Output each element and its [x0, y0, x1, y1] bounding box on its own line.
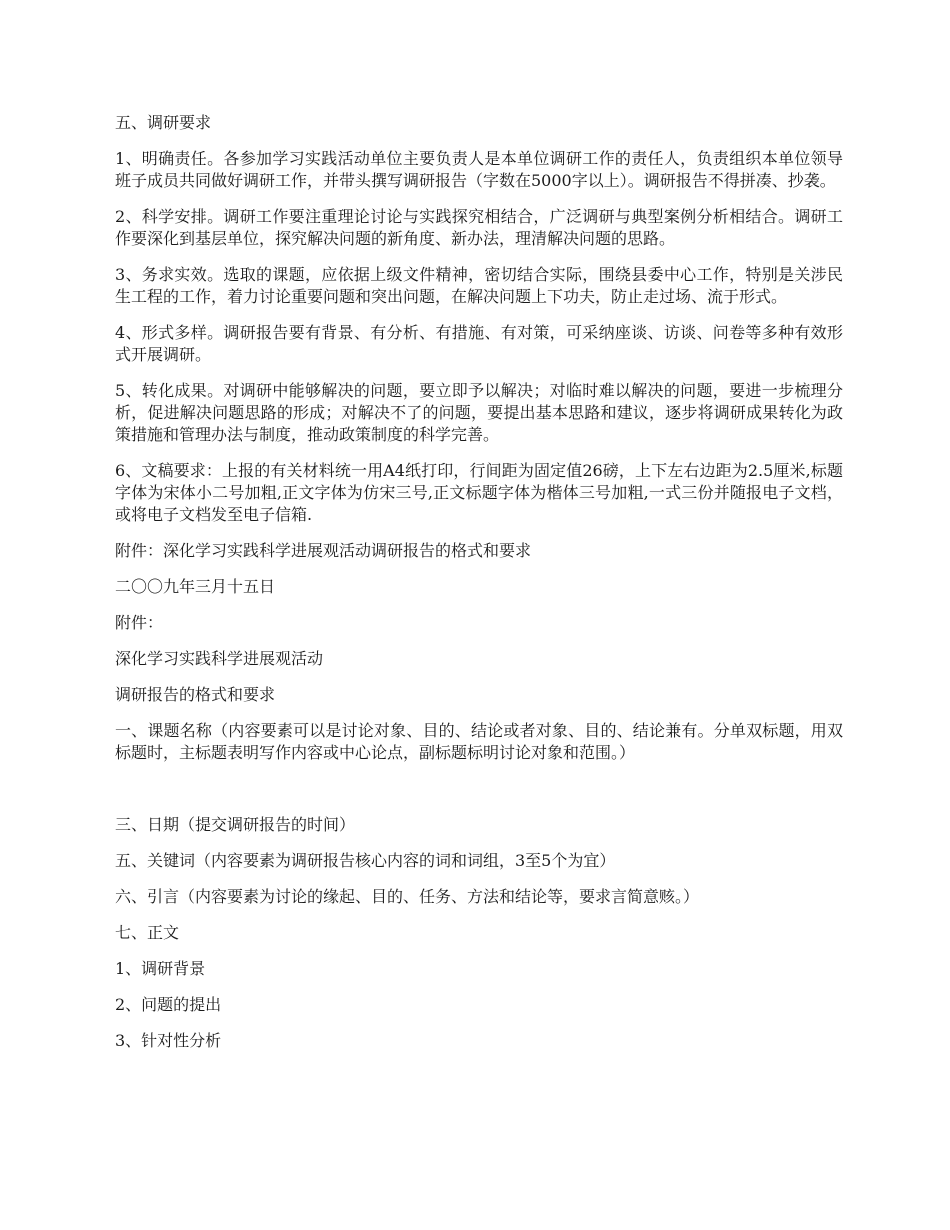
- requirement-1-responsibility: 1、明确责任。各参加学习实践活动单位主要负责人是本单位调研工作的责任人，负责组织本单位领导班子成员共同做好调研工作，并带头撰写调研报告（字数在5000字以上）。调研报告不得拼凑、抄袭。: [115, 149, 843, 190]
- requirement-3-effectiveness: 3、务求实效。选取的课题，应依据上级文件精神，密切结合实际，围绕县委中心工作，特别是关涉民生工程的工作，着力讨论重要问题和突出问题，在解决问题上下功夫，防止走过场、流于形式。: [115, 265, 843, 306]
- requirement-5-transform-results: 5、转化成果。对调研中能够解决的问题，要立即予以解决；对临时难以解决的问题，要进一步梳理分析，促进解决问题思路的形成；对解决不了的问题，要提出基本思路和建议，逐步将调研成果转化为政策措施和管理办法与制度，推动政策制度的科学完善。: [115, 381, 843, 444]
- item-topic-name: 一、课题名称（内容要素可以是讨论对象、目的、结论或者对象、目的、结论兼有。分单双标题，用双标题时，主标题表明写作内容或中心论点，副标题标明讨论对象和范围。）: [115, 721, 843, 762]
- subitem-research-background: 1、调研背景: [115, 959, 206, 978]
- item-introduction: 六、引言（内容要素为讨论的缘起、目的、任务、方法和结论等，要求言简意赅。）: [115, 887, 700, 906]
- attachment-label: 附件：: [115, 613, 164, 632]
- item-main-body: 七、正文: [115, 923, 180, 942]
- attachment-title-line-1: 深化学习实践科学进展观活动: [115, 649, 324, 668]
- attachment-title-line-2: 调研报告的格式和要求: [115, 685, 276, 704]
- subitem-problem-raised: 2、问题的提出: [115, 995, 222, 1014]
- item-date: 三、日期（提交调研报告的时间）: [115, 815, 356, 834]
- requirement-6-manuscript: 6、文稿要求：上报的有关材料统一用A4纸打印，行间距为固定值26磅，上下左右边距为2.5厘米,标题字体为宋体小二号加粗,正文字体为仿宋三号,正文标题字体为楷体三号加粗,一式三份并随报电子文档，或将电子文档发至电子信箱.: [115, 461, 843, 524]
- section-heading-research-requirements: 五、调研要求: [115, 113, 212, 132]
- item-keywords: 五、关键词（内容要素为调研报告核心内容的词和词组，3至5个为宜）: [115, 851, 616, 870]
- blank-gap: [115, 778, 843, 814]
- subitem-targeted-analysis: 3、针对性分析: [115, 1031, 222, 1050]
- attachment-reference: 附件：深化学习实践科学进展观活动调研报告的格式和要求: [115, 541, 532, 560]
- requirement-2-arrangement: 2、科学安排。调研工作要注重理论讨论与实践探究相结合，广泛调研与典型案例分析相结合。调研工作要深化到基层单位，探究解决问题的新角度、新办法，理清解决问题的思路。: [115, 207, 843, 248]
- document-page: [115, 112, 843, 1066]
- document-date: 二〇〇九年三月十五日: [115, 577, 276, 596]
- requirement-4-diverse-forms: 4、形式多样。调研报告要有背景、有分析、有措施、有对策，可采纳座谈、访谈、问卷等多种有效形式开展调研。: [115, 323, 843, 364]
